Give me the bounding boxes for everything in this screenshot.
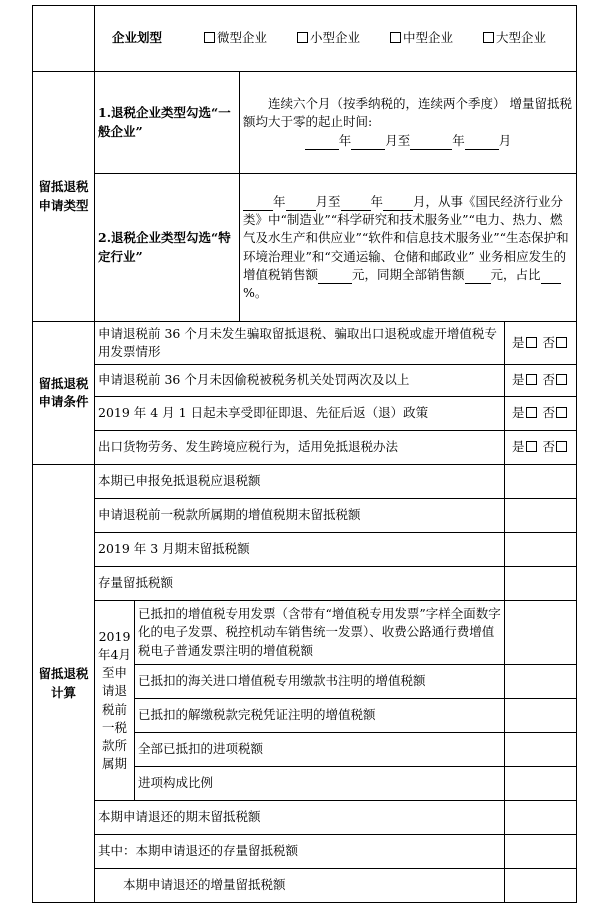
calculation-label: 留抵退税计算 xyxy=(33,465,95,903)
condition-yes-no: 是 否 xyxy=(505,397,577,431)
calc-item: 已抵扣的海关进口增值税专用缴款书注明的增值税额 xyxy=(135,665,505,699)
no-checkbox[interactable] xyxy=(556,374,567,385)
general-type-title: 1.退税企业类型勾选“一般企业” xyxy=(95,72,240,174)
calc-value-field[interactable] xyxy=(505,767,577,801)
year-blank[interactable] xyxy=(410,136,452,150)
calc-row xyxy=(33,869,577,903)
condition-row xyxy=(33,431,577,465)
calc-row xyxy=(33,801,577,835)
enterprise-row xyxy=(33,6,577,72)
general-type-desc: 连续六个月（按季纳税的，连续两个季度） 增量留抵税额均大于零的起止时间: xyxy=(243,96,572,130)
checkbox[interactable] xyxy=(204,32,215,43)
calc-value-field[interactable] xyxy=(505,835,577,869)
total-sales-blank[interactable] xyxy=(465,270,491,284)
general-type-desc-cell xyxy=(240,72,577,174)
year-blank[interactable] xyxy=(243,198,273,212)
calc-row xyxy=(33,835,577,869)
calc-item: 其中：本期申请退还的存量留抵税额 xyxy=(95,835,505,869)
conditions-label: 留抵退税申请条件 xyxy=(33,322,95,465)
calc-value-field[interactable] xyxy=(505,567,577,601)
yes-checkbox[interactable] xyxy=(526,407,537,418)
no-checkbox[interactable] xyxy=(556,407,567,418)
calc-row xyxy=(33,567,577,601)
yes-checkbox[interactable] xyxy=(526,337,537,348)
month-blank[interactable] xyxy=(286,198,316,212)
empty-cell xyxy=(33,6,95,72)
condition-yes-no: 是 否 xyxy=(505,365,577,397)
calc-item: 本期已申报免抵退税应退税额 xyxy=(95,465,505,499)
calc-item: 本期申请退还的期末留抵税额 xyxy=(95,801,505,835)
condition-text: 申请退税前 36 个月未发生骗取留抵退税、骗取出口退税或虚开增值税专用发票情形 xyxy=(95,322,505,365)
calc-item: 2019 年 3 月期末留抵税额 xyxy=(95,533,505,567)
calc-item: 已抵扣的增值税专用发票（含带有“增值税专用发票”字样全面数字化的电子发票、税控机动车销售统一发票）、收费公路通行费增值税电子普通发票注明的增值税额 xyxy=(135,601,505,665)
calc-item: 存量留抵税额 xyxy=(95,567,505,601)
general-type-period: 年 月至 年 月 xyxy=(243,132,573,150)
option-large[interactable]: 大型企业 xyxy=(483,29,546,47)
calc-value-field[interactable] xyxy=(505,733,577,767)
condition-text: 申请退税前 36 个月未因偷税被税务机关处罚两次及以上 xyxy=(95,365,505,397)
calc-item: 申请退税前一税款所属期的增值税期末留抵税额 xyxy=(95,499,505,533)
calc-item: 进项构成比例 xyxy=(135,767,505,801)
calc-value-field[interactable] xyxy=(505,499,577,533)
enterprise-label: 企业划型 xyxy=(112,30,163,46)
calc-item: 全部已抵扣的进项税额 xyxy=(135,733,505,767)
calc-row xyxy=(33,499,577,533)
calc-value-field[interactable] xyxy=(505,601,577,665)
enterprise-cell xyxy=(95,6,577,72)
calc-row xyxy=(33,601,577,665)
calc-row xyxy=(33,533,577,567)
calc-value-field[interactable] xyxy=(505,533,577,567)
option-small[interactable]: 小型企业 xyxy=(297,29,360,47)
month-blank[interactable] xyxy=(351,136,385,150)
calc-row xyxy=(33,465,577,499)
month-blank[interactable] xyxy=(465,136,499,150)
application-type-label: 留抵退税申请类型 xyxy=(33,72,95,322)
calc-value-field[interactable] xyxy=(505,869,577,903)
general-type-row xyxy=(33,72,577,174)
no-checkbox[interactable] xyxy=(556,441,567,452)
condition-text: 2019 年 4 月 1 日起未享受即征即退、先征后返（退）政策 xyxy=(95,397,505,431)
yes-checkbox[interactable] xyxy=(526,441,537,452)
period-sub-label: 2019年4月至申请退税前一税款所属期 xyxy=(95,601,135,801)
calc-item: 本期申请退还的增量留抵税额 xyxy=(95,869,505,903)
yes-checkbox[interactable] xyxy=(526,374,537,385)
condition-text: 出口货物劳务、发生跨境应税行为，适用免抵退税办法 xyxy=(95,431,505,465)
calc-item: 已抵扣的解缴税款完税凭证注明的增值税额 xyxy=(135,699,505,733)
condition-row xyxy=(33,322,577,365)
special-type-row xyxy=(33,174,577,322)
checkbox[interactable] xyxy=(297,32,308,43)
condition-yes-no: 是 否 xyxy=(505,431,577,465)
option-medium[interactable]: 中型企业 xyxy=(390,29,453,47)
tax-refund-form xyxy=(32,5,577,903)
month-blank[interactable] xyxy=(383,198,413,212)
year-blank[interactable] xyxy=(305,136,339,150)
checkbox[interactable] xyxy=(390,32,401,43)
condition-row xyxy=(33,365,577,397)
special-type-desc: 年 月至 年 月，从事《国民经济行业分类》中“制造业”“科学研究和技术服务业”“电力、热力、燃气及水生产和供应业”“软件和信息技术服务业”“生态保护和环境治理业”和“交通运输、仓储和邮政业” 业务相应发生的增值税销售额 元，同期全部销售额 元，占比%。 xyxy=(240,174,577,322)
calc-value-field[interactable] xyxy=(505,665,577,699)
calc-value-field[interactable] xyxy=(505,465,577,499)
calc-value-field[interactable] xyxy=(505,801,577,835)
year-blank[interactable] xyxy=(341,198,371,212)
ratio-blank[interactable] xyxy=(541,270,561,284)
checkbox[interactable] xyxy=(483,32,494,43)
calc-value-field[interactable] xyxy=(505,699,577,733)
special-type-title: 2.退税企业类型勾选“特定行业” xyxy=(95,174,240,322)
condition-yes-no: 是 否 xyxy=(505,322,577,365)
sales-blank[interactable] xyxy=(318,270,352,284)
no-checkbox[interactable] xyxy=(556,337,567,348)
option-micro[interactable]: 微型企业 xyxy=(204,29,267,47)
condition-row xyxy=(33,397,577,431)
